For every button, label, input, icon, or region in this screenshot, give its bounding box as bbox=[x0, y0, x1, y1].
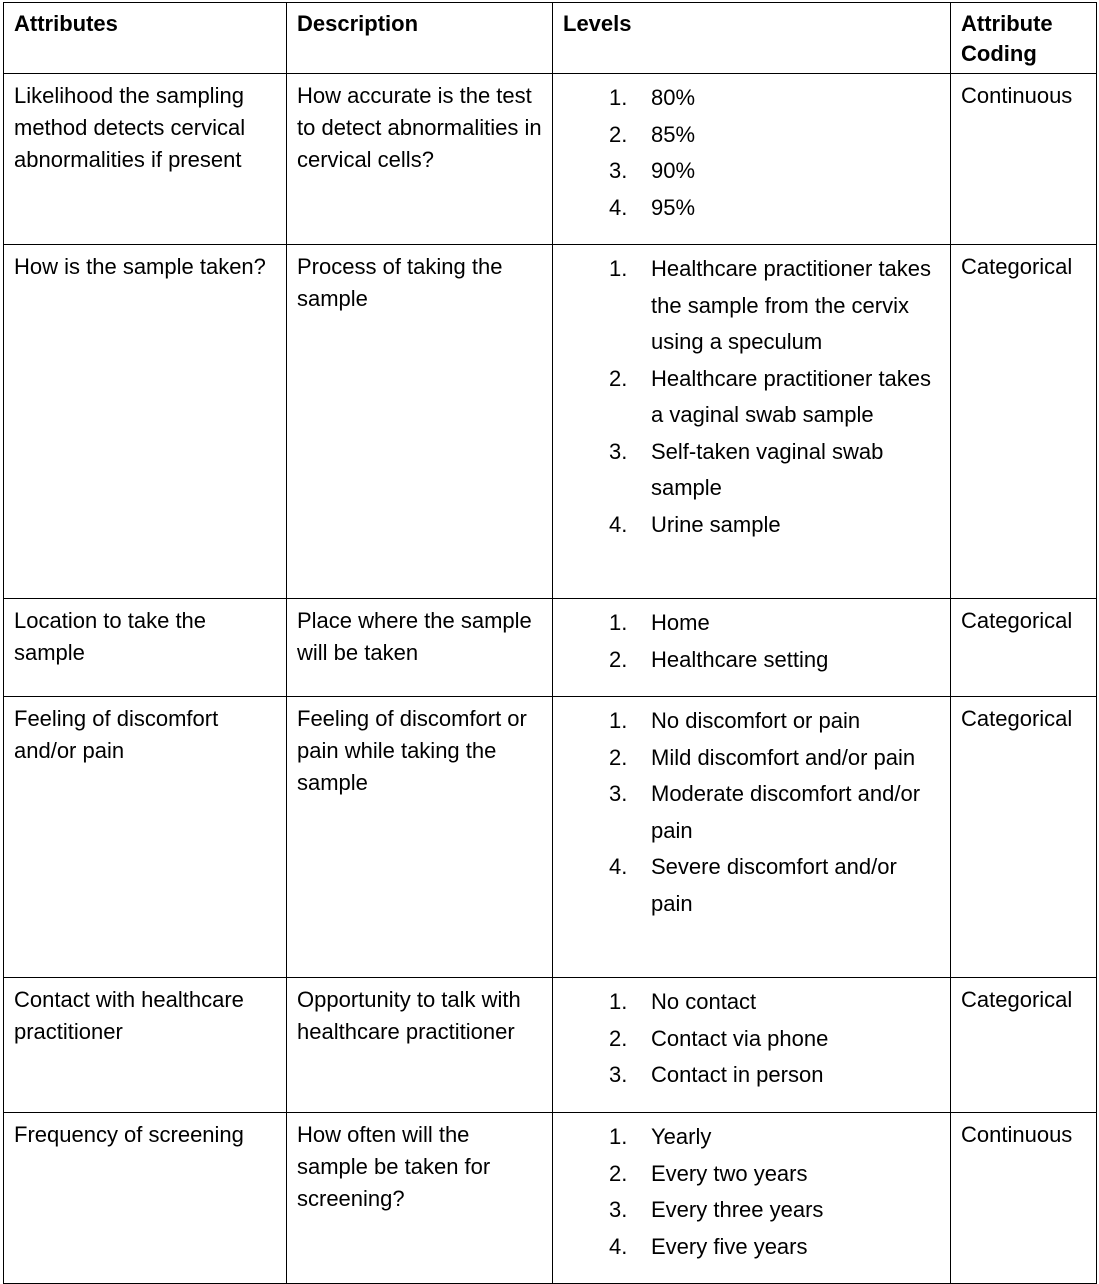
list-item: 2. Contact via phone bbox=[609, 1025, 829, 1051]
attribute-cell: Contact with healthcare practitioner bbox=[4, 978, 287, 1113]
header-row bbox=[4, 3, 1097, 74]
list-item: 4. Every five years bbox=[609, 1233, 808, 1259]
header-attributes: Attributes bbox=[4, 3, 287, 74]
list-item: 4. 95% bbox=[609, 194, 696, 220]
list-item: 2. 85% bbox=[609, 121, 696, 147]
list-item: 3. Contact in person bbox=[609, 1062, 824, 1087]
table-row bbox=[4, 599, 1097, 697]
header-attribute-coding: Attribute Coding bbox=[951, 3, 1097, 74]
coding-cell: Categorical bbox=[951, 697, 1097, 978]
levels-list bbox=[563, 984, 940, 1094]
list-item: 3. 90% bbox=[609, 158, 696, 183]
coding-cell: Categorical bbox=[951, 245, 1097, 599]
levels-cell bbox=[553, 1113, 951, 1284]
levels-list bbox=[563, 605, 940, 678]
list-item: 1. No contact bbox=[609, 989, 757, 1014]
attribute-cell: Location to take the sample bbox=[4, 599, 287, 697]
table-row bbox=[4, 245, 1097, 599]
header-description: Description bbox=[287, 3, 553, 74]
list-item: 2. Every two years bbox=[609, 1160, 808, 1186]
list-item: 1. Yearly bbox=[609, 1124, 712, 1149]
attribute-cell: Frequency of screening bbox=[4, 1113, 287, 1284]
levels-cell bbox=[553, 74, 951, 245]
description-cell: Process of taking the sample bbox=[287, 245, 553, 599]
header-levels: Levels bbox=[553, 3, 951, 74]
table-row bbox=[4, 1113, 1097, 1284]
list-item: 1. No discomfort or pain bbox=[609, 708, 861, 733]
levels-cell bbox=[553, 978, 951, 1113]
list-item: 1. Home bbox=[609, 610, 710, 635]
table-row bbox=[4, 697, 1097, 978]
attribute-cell: How is the sample taken? bbox=[4, 245, 287, 599]
list-item: 2. Healthcare practitioner takes a vaginal swab sample bbox=[609, 365, 932, 427]
levels-list bbox=[563, 703, 940, 922]
list-item: 1. Healthcare practitioner takes the sample from the cervix using a speculum bbox=[609, 256, 932, 354]
table-row bbox=[4, 74, 1097, 245]
table-row bbox=[4, 978, 1097, 1113]
levels-list bbox=[563, 251, 940, 543]
list-item: 2. Mild discomfort and/or pain bbox=[609, 744, 916, 770]
attribute-cell: Likelihood the sampling method detects cervical abnormalities if present bbox=[4, 74, 287, 245]
description-cell: Opportunity to talk with healthcare practitioner bbox=[287, 978, 553, 1113]
levels-list bbox=[563, 80, 940, 226]
coding-cell: Continuous bbox=[951, 1113, 1097, 1284]
description-cell: Feeling of discomfort or pain while taking the sample bbox=[287, 697, 553, 978]
attributes-table bbox=[3, 2, 1097, 1284]
attribute-cell: Feeling of discomfort and/or pain bbox=[4, 697, 287, 978]
coding-cell: Categorical bbox=[951, 599, 1097, 697]
levels-cell bbox=[553, 599, 951, 697]
list-item: 3. Moderate discomfort and/or pain bbox=[609, 781, 921, 843]
list-item: 3. Self-taken vaginal swab sample bbox=[609, 438, 884, 500]
list-item: 4. Severe discomfort and/or pain bbox=[609, 854, 897, 916]
description-cell: How often will the sample be taken for screening? bbox=[287, 1113, 553, 1284]
levels-cell bbox=[553, 245, 951, 599]
list-item: 4. Urine sample bbox=[609, 511, 781, 537]
levels-list bbox=[563, 1119, 940, 1265]
list-item: 1. 80% bbox=[609, 85, 696, 110]
list-item: 2. Healthcare setting bbox=[609, 646, 829, 672]
levels-cell bbox=[553, 697, 951, 978]
list-item: 3. Every three years bbox=[609, 1197, 824, 1222]
description-cell: Place where the sample will be taken bbox=[287, 599, 553, 697]
coding-cell: Categorical bbox=[951, 978, 1097, 1113]
coding-cell: Continuous bbox=[951, 74, 1097, 245]
description-cell: How accurate is the test to detect abnormalities in cervical cells? bbox=[287, 74, 553, 245]
